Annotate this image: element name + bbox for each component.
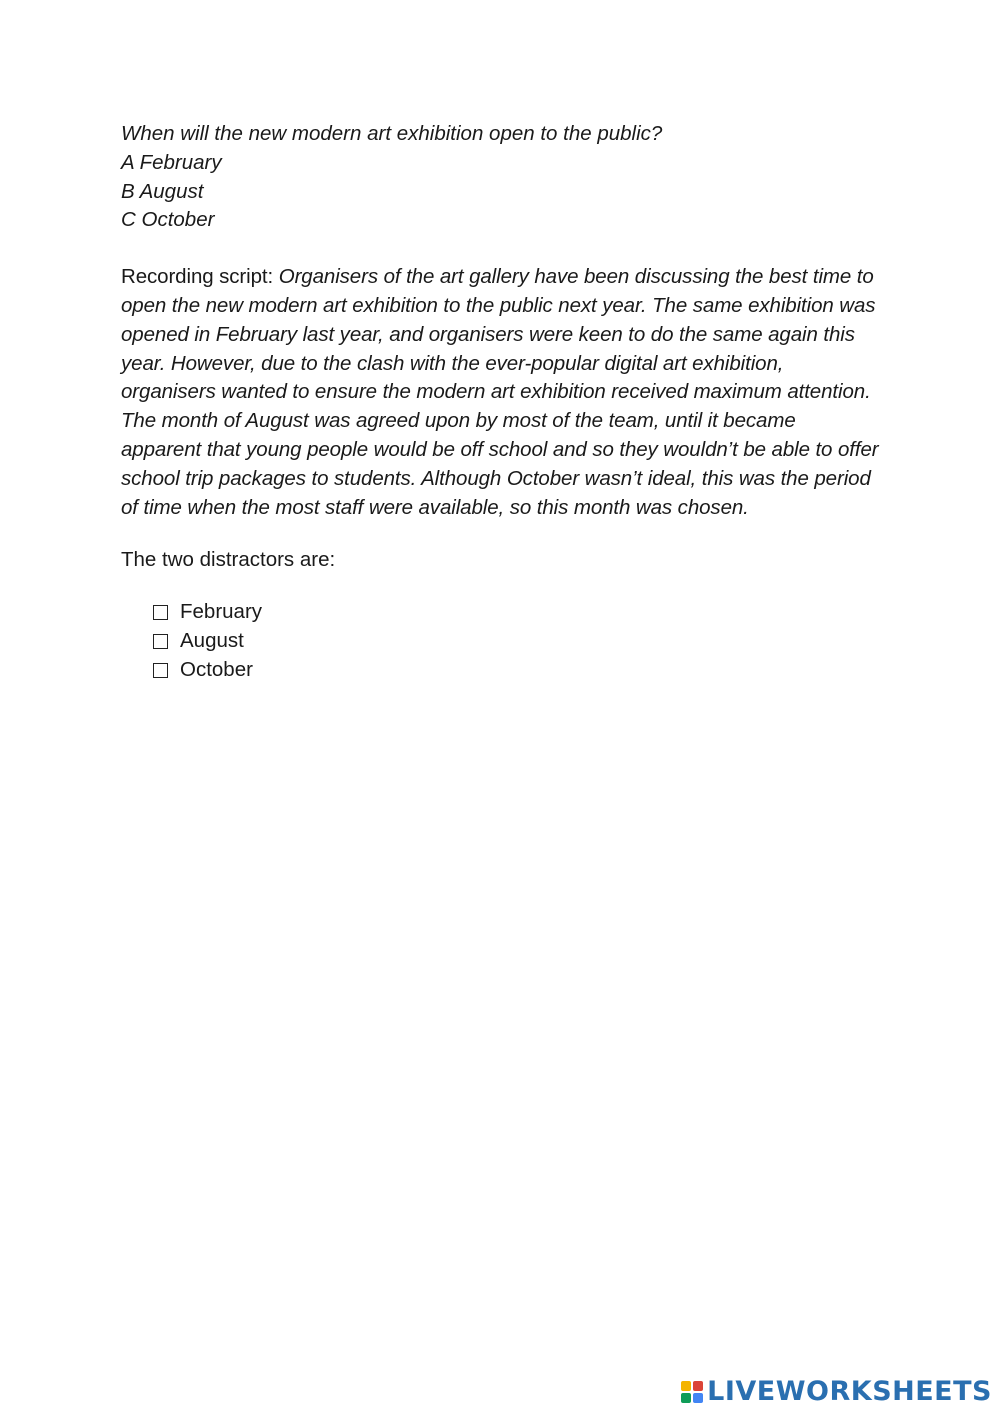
distractors-label: The two distractors are: (121, 548, 336, 572)
answer-options (121, 149, 881, 235)
checklist-label-february: February (180, 600, 263, 624)
logo-mark-icon (681, 1381, 703, 1403)
option-a: A February (121, 150, 222, 174)
checklist-item-october[interactable] (153, 656, 881, 685)
checkbox-october[interactable] (153, 663, 168, 678)
logo-square-yellow (681, 1381, 691, 1391)
logo-square-blue (693, 1393, 703, 1403)
checkbox-august[interactable] (153, 634, 168, 649)
checklist-item-february[interactable] (153, 598, 881, 627)
distractor-checklist (153, 598, 881, 684)
logo-text: LIVEWORKSHEETS (707, 1376, 992, 1407)
checkbox-february[interactable] (153, 605, 168, 620)
recording-script (121, 263, 881, 522)
checklist-label-august: August (180, 628, 244, 652)
checklist-label-october: October (180, 657, 253, 681)
worksheet-page (121, 120, 881, 685)
liveworksheets-logo (681, 1377, 992, 1407)
logo-square-green (681, 1393, 691, 1403)
recording-script-text: Organisers of the art gallery have been discussing the best time to open the new modern art exhibition to the public next year. The same exhibition was opened in February last year, and organisers were keen to do the same again this year. However, due to the clash with the ever-popular digital art exhibition, organisers wanted to ensure the modern art exhibition received maximum attention. The month of August was agreed upon by most of the team, until it became apparent that young people would be off school and so they wouldn’t be able to offer school trip packages to students. Although October wasn’t ideal, this was the period of time when the most staff were available, so this month was chosen. (121, 265, 879, 519)
checklist-item-august[interactable] (153, 627, 881, 656)
recording-script-label: Recording script: (121, 265, 279, 289)
option-b: B August (121, 179, 204, 203)
logo-square-red (693, 1381, 703, 1391)
option-c: C October (121, 208, 215, 232)
question-text: When will the new modern art exhibition open to the public? (121, 122, 663, 145)
